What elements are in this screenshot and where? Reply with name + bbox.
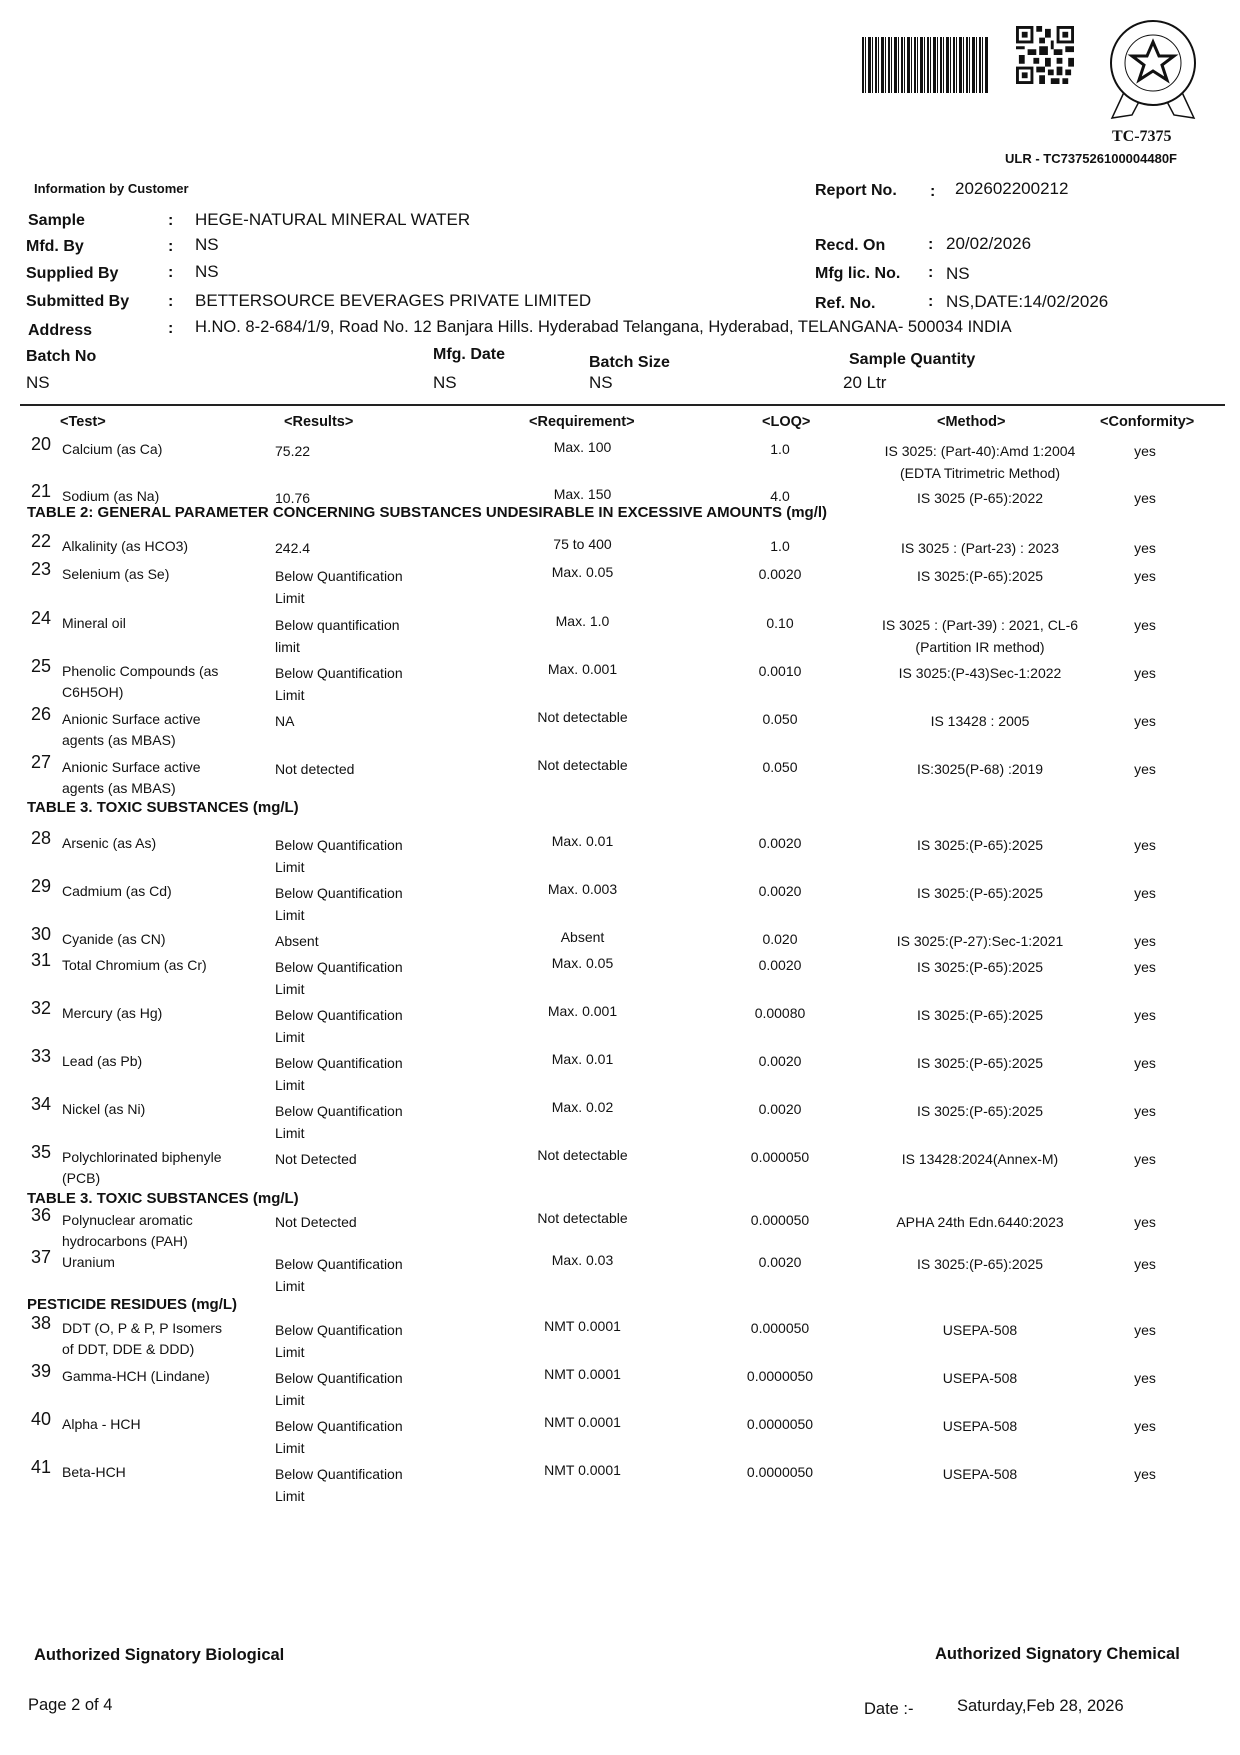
result-value: Limit <box>275 1077 305 1093</box>
address-value: H.NO. 8-2-684/1/9, Road No. 12 Banjara Hills. Hyderabad Telangana, Hyderabad, TELANGANA- 500034 INDIA <box>195 318 1012 336</box>
loq-value: 1.0 <box>770 538 790 554</box>
result-value: Limit <box>275 1029 305 1045</box>
test-name: Anionic Surface active <box>62 759 201 775</box>
result-value: Limit <box>275 1344 305 1360</box>
loq-value: 0.000050 <box>750 1149 810 1165</box>
loq-value: 0.0020 <box>758 883 802 899</box>
requirement-value: NMT 0.0001 <box>544 1366 621 1382</box>
sample-qty-value: 20 Ltr <box>843 373 887 392</box>
loq-value: 0.0020 <box>758 835 802 851</box>
test-name: agents (as MBAS) <box>62 732 176 748</box>
result-value: 242.4 <box>275 540 311 556</box>
conformity-value: yes <box>1134 443 1156 459</box>
batch-size-value: NS <box>589 373 613 392</box>
row-number: 23 <box>31 559 52 579</box>
loq-value: 0.000050 <box>750 1320 810 1336</box>
row-number: 37 <box>31 1247 52 1267</box>
ref-no-value: NS,DATE:14/02/2026 <box>946 292 1109 311</box>
header-loq: <LOQ> <box>762 414 811 430</box>
colon: : <box>168 212 174 229</box>
result-value: Below Quantification <box>275 1103 403 1119</box>
recd-on-value: 20/02/2026 <box>946 234 1032 253</box>
conformity-value: yes <box>1134 1322 1156 1338</box>
conformity-value: yes <box>1134 837 1156 853</box>
row-number: 28 <box>31 828 52 848</box>
ref-no-label: Ref. No. <box>815 295 876 312</box>
conformity-value: yes <box>1134 490 1156 506</box>
qr-code-icon <box>1015 26 1075 84</box>
method-value: (EDTA Titrimetric Method) <box>900 465 1060 481</box>
method-value: IS 3025:(P-65):2025 <box>916 1103 1044 1119</box>
header-requirement: <Requirement> <box>529 414 635 430</box>
test-name: agents (as MBAS) <box>62 780 176 796</box>
method-value: IS 3025 (P-65):2022 <box>916 490 1044 506</box>
method-value: IS 3025:(P-65):2025 <box>916 959 1044 975</box>
result-value: Limit <box>275 687 305 703</box>
loq-value: 0.0000050 <box>746 1368 814 1384</box>
requirement-value: Not detectable <box>537 757 628 773</box>
test-name: Mineral oil <box>62 615 126 631</box>
loq-value: 0.00080 <box>754 1005 806 1021</box>
conformity-value: yes <box>1134 1103 1156 1119</box>
test-name: Uranium <box>62 1254 115 1270</box>
requirement-value: Max. 0.05 <box>551 955 614 971</box>
requirement-value: Max. 0.02 <box>551 1099 614 1115</box>
method-value: IS 13428 : 2005 <box>930 713 1030 729</box>
row-number: 31 <box>31 950 52 970</box>
conformity-value: yes <box>1134 540 1156 556</box>
method-value: USEPA-508 <box>942 1322 1018 1338</box>
test-name: Alkalinity (as HCO3) <box>62 538 189 554</box>
method-value: IS 3025:(P-65):2025 <box>916 1007 1044 1023</box>
result-value: Limit <box>275 1440 305 1456</box>
conformity-value: yes <box>1134 885 1156 901</box>
result-value: Below Quantification <box>275 959 403 975</box>
result-value: Below Quantification <box>275 837 403 853</box>
mfd-by-value: NS <box>195 235 219 254</box>
method-value: IS 3025:(P-65):2025 <box>916 885 1044 901</box>
result-value: limit <box>275 639 300 655</box>
header-results: <Results> <box>284 414 354 430</box>
accreditation-code: TC-7375 <box>1112 128 1172 145</box>
test-name: Cadmium (as Cd) <box>62 883 172 899</box>
result-value: Below Quantification <box>275 1418 403 1434</box>
requirement-value: Not detectable <box>537 1147 628 1163</box>
recd-on-label: Recd. On <box>815 237 886 254</box>
info-heading: Information by Customer <box>34 181 189 196</box>
conformity-value: yes <box>1134 1256 1156 1272</box>
test-name: Calcium (as Ca) <box>62 441 163 457</box>
method-value: IS:3025(P-68) :2019 <box>916 761 1044 777</box>
requirement-value: Max. 0.001 <box>547 661 618 677</box>
requirement-value: Max. 100 <box>553 439 612 455</box>
test-name: Arsenic (as As) <box>62 835 157 851</box>
colon: : <box>168 293 174 310</box>
requirement-value: Max. 150 <box>553 486 612 502</box>
test-name: Nickel (as Ni) <box>62 1101 146 1117</box>
result-value: 75.22 <box>275 443 311 459</box>
row-number: 39 <box>31 1361 52 1381</box>
requirement-value: Absent <box>560 929 605 945</box>
submitted-by-label: Submitted By <box>26 293 130 310</box>
test-name: Polynuclear aromatic <box>62 1212 193 1228</box>
requirement-value: Max. 0.001 <box>547 1003 618 1019</box>
result-value: Absent <box>275 933 319 949</box>
row-number: 35 <box>31 1142 52 1162</box>
method-value: IS 3025:(P-27):Sec-1:2021 <box>896 933 1064 949</box>
method-value: USEPA-508 <box>942 1466 1018 1482</box>
test-name: Total Chromium (as Cr) <box>62 957 207 973</box>
section-heading: TABLE 2: GENERAL PARAMETER CONCERNING SUBSTANCES UNDESIRABLE IN EXCESSIVE AMOUNTS (mg/l) <box>27 504 828 521</box>
method-value: USEPA-508 <box>942 1418 1018 1434</box>
conformity-value: yes <box>1134 1151 1156 1167</box>
result-value: Limit <box>275 981 305 997</box>
row-number: 29 <box>31 876 52 896</box>
barcode-icon <box>862 37 988 93</box>
requirement-value: 75 to 400 <box>553 536 612 552</box>
result-value: Not Detected <box>275 1151 357 1167</box>
loq-value: 1.0 <box>770 441 790 457</box>
method-value: (Partition IR method) <box>915 639 1045 655</box>
result-value: 10.76 <box>275 490 311 506</box>
loq-value: 0.0020 <box>758 566 802 582</box>
mfg-date-value: NS <box>433 373 457 392</box>
requirement-value: Max. 0.01 <box>551 833 614 849</box>
loq-value: 0.0020 <box>758 1101 802 1117</box>
loq-value: 0.0010 <box>758 663 802 679</box>
test-name: Gamma-HCH (Lindane) <box>62 1368 210 1384</box>
colon: : <box>928 236 934 253</box>
result-value: Below Quantification <box>275 885 403 901</box>
colon: : <box>930 183 936 200</box>
method-value: IS 3025:(P-65):2025 <box>916 1256 1044 1272</box>
colon: : <box>928 293 934 310</box>
colon: : <box>928 264 934 281</box>
conformity-value: yes <box>1134 1007 1156 1023</box>
conformity-value: yes <box>1134 713 1156 729</box>
accreditation-seal-icon <box>1104 18 1202 128</box>
test-name: Sodium (as Na) <box>62 488 160 504</box>
loq-value: 0.0020 <box>758 1053 802 1069</box>
conformity-value: yes <box>1134 761 1156 777</box>
page-number: Page 2 of 4 <box>28 1696 113 1714</box>
result-value: Limit <box>275 1125 305 1141</box>
test-name: Cyanide (as CN) <box>62 931 166 947</box>
sample-label: Sample <box>28 212 85 229</box>
batch-no-value: NS <box>26 373 50 392</box>
method-value: IS 3025:(P-43)Sec-1:2022 <box>898 665 1062 681</box>
requirement-value: Max. 0.05 <box>551 564 614 580</box>
test-name: Alpha - HCH <box>62 1416 141 1432</box>
test-name: Mercury (as Hg) <box>62 1005 163 1021</box>
conformity-value: yes <box>1134 933 1156 949</box>
result-value: Below Quantification <box>275 1322 403 1338</box>
row-number: 25 <box>31 656 52 676</box>
test-name: C6H5OH) <box>62 684 124 700</box>
result-value: Below Quantification <box>275 1256 403 1272</box>
row-number: 34 <box>31 1094 52 1114</box>
conformity-value: yes <box>1134 665 1156 681</box>
header-method: <Method> <box>937 414 1006 430</box>
result-value: Below Quantification <box>275 665 403 681</box>
result-value: Below Quantification <box>275 1370 403 1386</box>
loq-value: 0.10 <box>766 615 794 631</box>
mfg-lic-value: NS <box>946 264 970 283</box>
row-number: 21 <box>31 481 52 501</box>
test-name: Anionic Surface active <box>62 711 201 727</box>
signatory-biological: Authorized Signatory Biological <box>34 1646 285 1664</box>
conformity-value: yes <box>1134 568 1156 584</box>
result-value: Limit <box>275 1392 305 1408</box>
report-date: Saturday,Feb 28, 2026 <box>957 1697 1124 1715</box>
row-number: 22 <box>31 531 52 551</box>
row-number: 26 <box>31 704 52 724</box>
method-value: IS 3025:(P-65):2025 <box>916 1055 1044 1071</box>
result-value: Limit <box>275 907 305 923</box>
test-name: Lead (as Pb) <box>62 1053 143 1069</box>
requirement-value: Not detectable <box>537 1210 628 1226</box>
divider <box>20 404 1225 406</box>
sample-value: HEGE-NATURAL MINERAL WATER <box>195 210 471 229</box>
requirement-value: NMT 0.0001 <box>544 1318 621 1334</box>
mfg-date-label: Mfg. Date <box>433 346 505 363</box>
requirement-value: Max. 0.01 <box>551 1051 614 1067</box>
loq-value: 0.050 <box>762 711 798 727</box>
row-number: 41 <box>31 1457 52 1477</box>
section-heading: TABLE 3. TOXIC SUBSTANCES (mg/L) <box>27 1190 299 1207</box>
test-name: Polychlorinated biphenyle <box>62 1149 222 1165</box>
supplied-by-label: Supplied By <box>26 265 119 282</box>
test-name: hydrocarbons (PAH) <box>62 1233 188 1249</box>
address-label: Address <box>28 322 93 339</box>
mfd-by-label: Mfd. By <box>26 238 84 255</box>
test-name: Beta-HCH <box>62 1464 126 1480</box>
result-value: Limit <box>275 590 305 606</box>
result-value: Below Quantification <box>275 1055 403 1071</box>
row-number: 32 <box>31 998 52 1018</box>
row-number: 27 <box>31 752 52 772</box>
loq-value: 0.0000050 <box>746 1416 814 1432</box>
header-conformity: <Conformity> <box>1100 414 1195 430</box>
result-value: Below quantification <box>275 617 400 633</box>
row-number: 30 <box>31 924 52 944</box>
result-value: Not Detected <box>275 1214 357 1230</box>
batch-no-label: Batch No <box>26 348 97 365</box>
requirement-value: Max. 0.03 <box>551 1252 614 1268</box>
test-name: of DDT, DDE & DDD) <box>62 1341 195 1357</box>
requirement-value: NMT 0.0001 <box>544 1462 621 1478</box>
signatory-chemical: Authorized Signatory Chemical <box>935 1645 1180 1663</box>
method-value: APHA 24th Edn.6440:2023 <box>896 1214 1064 1230</box>
result-value: Below Quantification <box>275 1007 403 1023</box>
result-value: NA <box>275 713 295 729</box>
method-value: IS 3025:(P-65):2025 <box>916 568 1044 584</box>
loq-value: 0.050 <box>762 759 798 775</box>
loq-value: 0.0000050 <box>746 1464 814 1480</box>
loq-value: 4.0 <box>770 488 790 504</box>
result-value: Not detected <box>275 761 355 777</box>
report-no-value: 202602200212 <box>955 179 1069 198</box>
result-value: Below Quantification <box>275 568 403 584</box>
submitted-by-value: BETTERSOURCE BEVERAGES PRIVATE LIMITED <box>195 291 592 310</box>
result-value: Limit <box>275 1488 305 1504</box>
conformity-value: yes <box>1134 1214 1156 1230</box>
conformity-value: yes <box>1134 1418 1156 1434</box>
method-value: IS 13428:2024(Annex-M) <box>901 1151 1059 1167</box>
method-value: USEPA-508 <box>942 1370 1018 1386</box>
date-label: Date :- <box>864 1700 914 1718</box>
section-heading: PESTICIDE RESIDUES (mg/L) <box>27 1296 238 1313</box>
row-number: 38 <box>31 1313 52 1333</box>
result-value: Limit <box>275 1278 305 1294</box>
row-number: 36 <box>31 1205 52 1225</box>
conformity-value: yes <box>1134 617 1156 633</box>
supplied-by-value: NS <box>195 262 219 281</box>
conformity-value: yes <box>1134 1055 1156 1071</box>
loq-value: 0.000050 <box>750 1212 810 1228</box>
result-value: Below Quantification <box>275 1466 403 1482</box>
section-heading: TABLE 3. TOXIC SUBSTANCES (mg/L) <box>27 799 299 816</box>
result-value: Limit <box>275 859 305 875</box>
test-name: Phenolic Compounds (as <box>62 663 219 679</box>
test-name: (PCB) <box>62 1170 101 1186</box>
loq-value: 0.020 <box>762 931 798 947</box>
row-number: 40 <box>31 1409 52 1429</box>
requirement-value: Not detectable <box>537 709 628 725</box>
method-value: IS 3025 : (Part-23) : 2023 <box>901 540 1059 556</box>
loq-value: 0.0020 <box>758 1254 802 1270</box>
row-number: 20 <box>31 434 52 454</box>
method-value: IS 3025: (Part-40):Amd 1:2004 <box>884 443 1076 459</box>
conformity-value: yes <box>1134 1370 1156 1386</box>
colon: : <box>168 264 174 281</box>
row-number: 24 <box>31 608 52 628</box>
test-name: Selenium (as Se) <box>62 566 170 582</box>
report-no-label: Report No. <box>815 182 897 199</box>
requirement-value: NMT 0.0001 <box>544 1414 621 1430</box>
method-value: IS 3025:(P-65):2025 <box>916 837 1044 853</box>
row-number: 33 <box>31 1046 52 1066</box>
colon: : <box>168 320 174 337</box>
colon: : <box>168 238 174 255</box>
requirement-value: Max. 0.003 <box>547 881 618 897</box>
sample-qty-label: Sample Quantity <box>849 351 976 368</box>
loq-value: 0.0020 <box>758 957 802 973</box>
mfg-lic-label: Mfg lic. No. <box>815 265 901 282</box>
requirement-value: Max. 1.0 <box>555 613 610 629</box>
header-test: <Test> <box>60 414 106 430</box>
batch-size-label: Batch Size <box>589 354 670 371</box>
method-value: IS 3025 : (Part-39) : 2021, CL-6 <box>881 617 1079 633</box>
ulr-number: ULR - TC737526100004480F <box>1005 151 1177 166</box>
conformity-value: yes <box>1134 959 1156 975</box>
conformity-value: yes <box>1134 1466 1156 1482</box>
test-name: DDT (O, P & P, P Isomers <box>62 1320 223 1336</box>
